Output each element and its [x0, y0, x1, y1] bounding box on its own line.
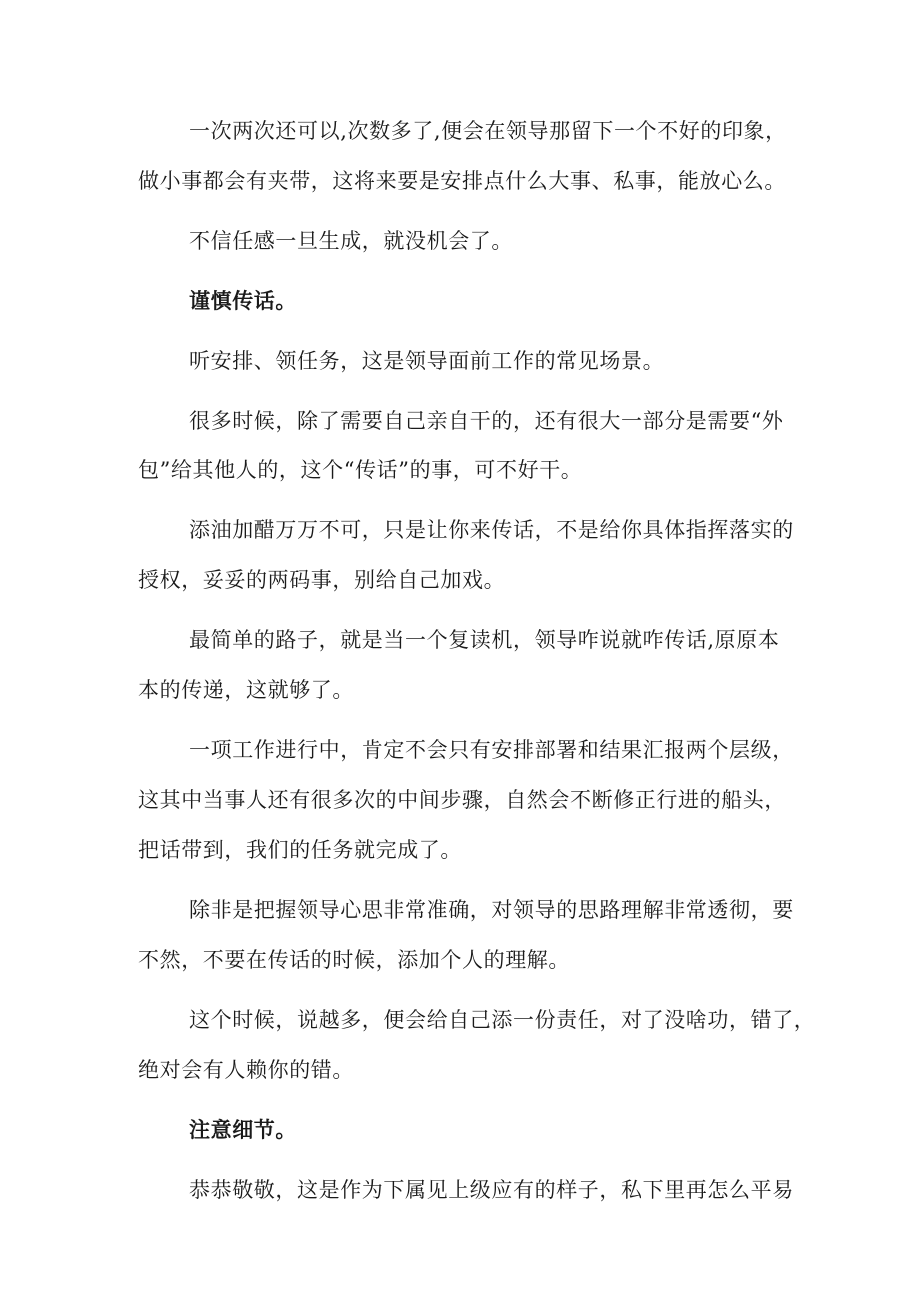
- paragraph-line: 授权，妥妥的两码事，别给自己加戏。: [138, 568, 506, 592]
- paragraph-line: 不信任感一旦生成，就没机会了。: [189, 229, 513, 253]
- paragraph-line: 恭恭敬敬，这是作为下属见上级应有的样子，私下里再怎么平易: [189, 1178, 794, 1202]
- paragraph-line: 除非是把握领导心思非常准确，对领导的思路理解非常透彻，要: [189, 898, 794, 922]
- paragraph-line: 很多时候，除了需要自己亲自干的，还有很大一部分是需要“外: [189, 409, 784, 433]
- paragraph-line: 把话带到，我们的任务就完成了。: [138, 838, 462, 862]
- paragraph-line: 最简单的路子，就是当一个复读机，领导咋说就咋传话,原原本: [189, 628, 780, 652]
- section-heading: 谨慎传话。: [189, 288, 297, 313]
- paragraph-line: 一项工作进行中，肯定不会只有安排部署和结果汇报两个层级，: [189, 738, 794, 762]
- paragraph-line: 一次两次还可以,次数多了,便会在领导那留下一个不好的印象，: [189, 119, 787, 143]
- paragraph-line: 这个时候，说越多，便会给自己添一份责任，对了没啥功，错了，: [189, 1008, 816, 1032]
- paragraph-line: 本的传递，这就够了。: [138, 678, 354, 702]
- paragraph-line: 不然，不要在传话的时候，添加个人的理解。: [138, 948, 570, 972]
- paragraph-line: 做小事都会有夹带，这将来要是安排点什么大事、私事，能放心么。: [138, 169, 786, 193]
- section-heading: 注意细节。: [189, 1117, 297, 1142]
- paragraph-line: 听安排、领任务，这是领导面前工作的常见场景。: [189, 349, 665, 373]
- paragraph-line: 添油加醋万万不可，只是让你来传话，不是给你具体指挥落实的: [189, 518, 794, 542]
- paragraph-line: 这其中当事人还有很多次的中间步骤，自然会不断修正行进的船头，: [138, 788, 786, 812]
- paragraph-line: 包”给其他人的，这个“传话”的事，可不好干。: [138, 458, 583, 482]
- paragraph-line: 绝对会有人赖你的错。: [138, 1058, 354, 1082]
